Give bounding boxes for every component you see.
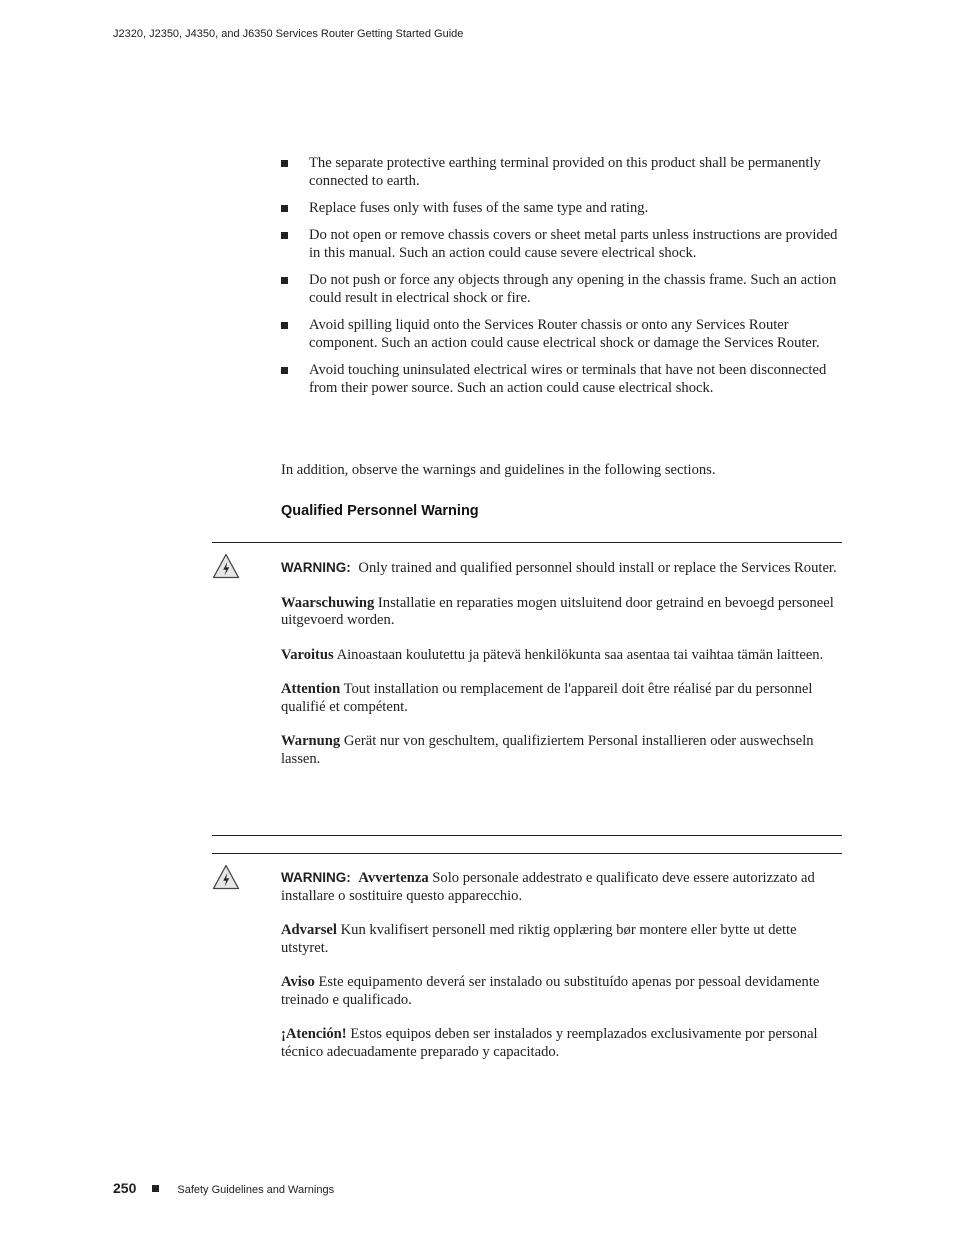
bullet-item: Do not open or remove chassis covers or sheet metal parts unless instructions are provided in this manual. Such an action could cause severe electrical shock. [281, 226, 843, 262]
page-footer [113, 1180, 334, 1196]
divider [212, 853, 842, 854]
electrical-hazard-triangle-icon [212, 864, 240, 890]
translation-paragraph: Aviso Este equipamento deverá ser instalado ou substituído apenas por pessoal devidamente treinado e qualificado. [281, 974, 820, 1008]
divider [212, 835, 842, 836]
footer-section-title: Safety Guidelines and Warnings [177, 1184, 335, 1196]
divider [212, 542, 842, 543]
running-header: J2320, J2350, J4350, and J6350 Services Router Getting Started Guide [113, 28, 464, 40]
electrical-hazard-triangle-icon [212, 553, 240, 579]
warning-paragraph: WARNING: Only trained and qualified personnel should install or replace the Services Router. [281, 560, 837, 576]
bullet-square-icon [281, 277, 288, 284]
bullet-item: Avoid touching uninsulated electrical wires or terminals that have not been disconnected from their power source. Such an action could cause electrical shock. [281, 361, 843, 397]
bullet-item: Replace fuses only with fuses of the same type and rating. [281, 199, 843, 217]
bullet-item: Do not push or force any objects through any opening in the chassis frame. Such an action could result in electrical shock or fire. [281, 271, 843, 307]
bullet-square-icon [281, 160, 288, 167]
bullet-square-icon [281, 205, 288, 212]
intro-paragraph: In addition, observe the warnings and guidelines in the following sections. [281, 462, 716, 478]
translation-paragraph: Advarsel Kun kvalifisert personell med riktig opplæring bør montere eller bytte ut dette utstyret. [281, 922, 797, 956]
bullet-item: The separate protective earthing terminal provided on this product shall be permanently connected to earth. [281, 154, 843, 190]
page-number: 250 [113, 1180, 137, 1196]
translation-paragraph: Waarschuwing Installatie en reparaties mogen uitsluitend door getraind en bevoegd personeel uitgevoerd worden. [281, 594, 834, 628]
warning-label: WARNING: [281, 870, 351, 885]
bullet-item: Avoid spilling liquid onto the Services Router chassis or onto any Services Router component. Such an action could cause electrical shock or damage the Services Router. [281, 316, 843, 352]
warning-block-qualified-personnel [281, 559, 843, 785]
section-heading: Qualified Personnel Warning [281, 503, 479, 519]
bullet-square-icon [281, 367, 288, 374]
translation-paragraph: ¡Atención! Estos equipos deben ser instalados y reemplazados exclusivamente por personal técnico adecuadamente preparado y capacitado. [281, 1026, 818, 1060]
warning-paragraph: WARNING: Avvertenza Solo personale addestrato e qualificato deve essere autorizzato ad installare o sostituire questo apparecchio. [281, 870, 815, 904]
footer-square-icon [152, 1185, 159, 1192]
warning-label: WARNING: [281, 560, 351, 575]
translation-paragraph: Attention Tout installation ou remplacement de l'appareil doit être réalisé par du personnel qualifié et compétent. [281, 681, 813, 715]
warning-block-translations [281, 869, 843, 1078]
translation-paragraph: Warnung Gerät nur von geschultem, qualifiziertem Personal installieren oder auswechseln lassen. [281, 733, 814, 767]
safety-bullet-list [281, 154, 843, 406]
bullet-square-icon [281, 322, 288, 329]
bullet-square-icon [281, 232, 288, 239]
translation-paragraph: Varoitus Ainoastaan koulutettu ja pätevä henkilökunta saa asentaa tai vaihtaa tämän laitteen. [281, 646, 824, 663]
